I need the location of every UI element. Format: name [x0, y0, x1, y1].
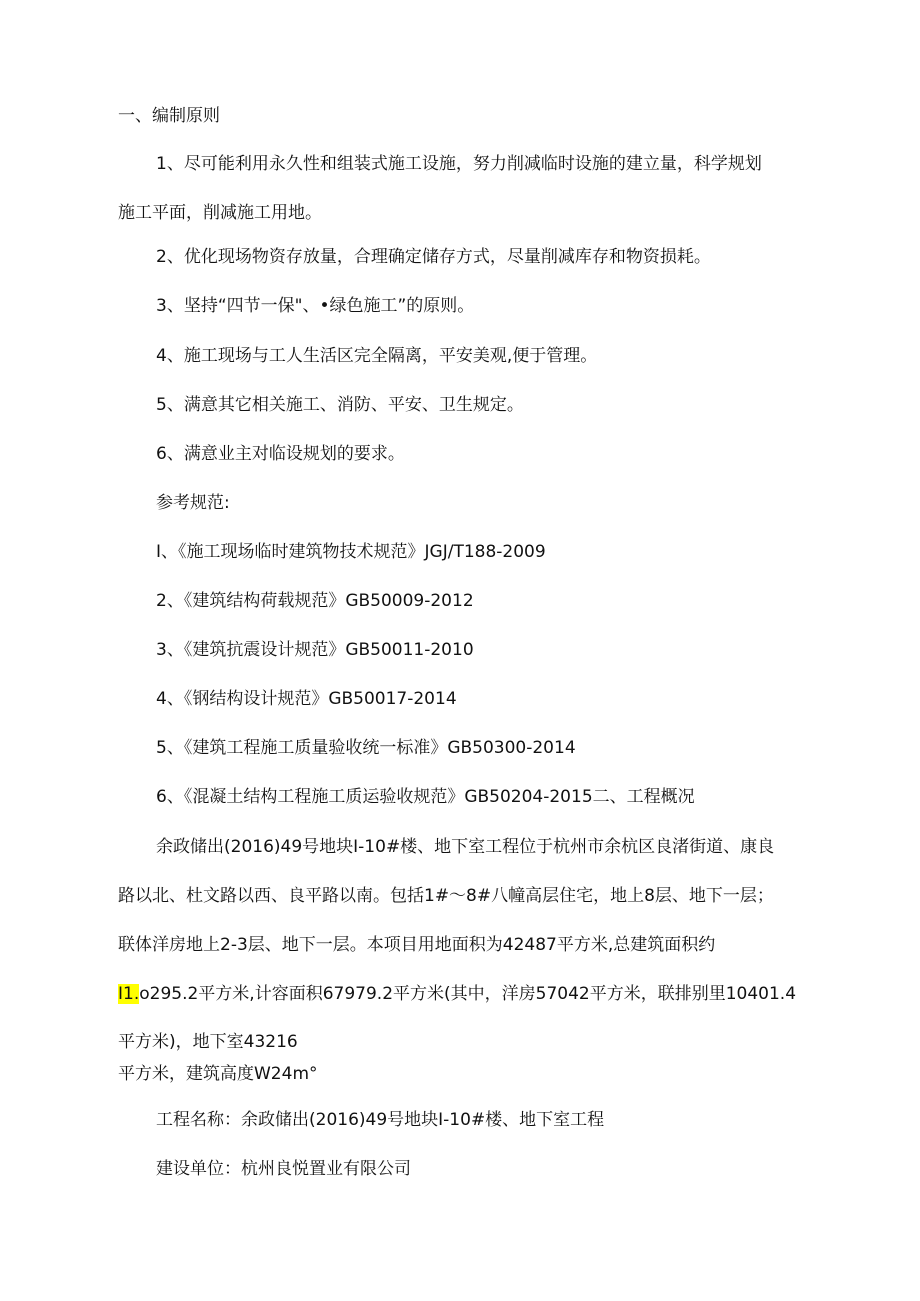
overview-line-6: 平方米，建筑高度W24m°	[118, 1064, 318, 1084]
reference-item-1: I、《施工现场临时建筑物技术规范》JGJ/T188-2009	[156, 542, 546, 562]
reference-item-3: 3、《建筑抗震设计规范》GB50011-2010	[156, 640, 474, 660]
references-title: 参考规范:	[156, 493, 230, 513]
project-name-label: 工程名称：	[156, 1110, 241, 1130]
principle-6: 6、满意业主对临设规划的要求。	[156, 444, 405, 464]
principle-5: 5、满意其它相关施工、消防、平安、卫生规定。	[156, 395, 524, 415]
overview-line-5: 平方米)，地下室43216	[118, 1032, 298, 1052]
construction-unit-value: 杭州良悦置业有限公司	[241, 1159, 411, 1179]
reference-item-2: 2、《建筑结构荷载规范》GB50009-2012	[156, 591, 474, 611]
reference-item-6: 6、《混凝土结构工程施工质运验收规范》GB50204-2015二、工程概况	[156, 787, 695, 807]
principle-2: 2、优化现场物资存放量，合理确定储存方式，尽量削减库存和物资损耗。	[156, 247, 711, 267]
project-name-row	[156, 1109, 604, 1131]
project-name-value: 余政储出(2016)49号地块I-10#楼、地下室工程	[241, 1110, 605, 1130]
overview-line-2: 路以北、杜文路以西、良平路以南。包括1#～8#八幢高层住宅，地上8层、地下一层；	[118, 886, 774, 906]
highlighted-text: I1.	[118, 984, 140, 1004]
principle-4: 4、施工现场与工人生活区完全隔离，平安美观,便于管理。	[156, 346, 598, 366]
principle-3: 3、坚持“四节一保"、•绿色施工”的原则。	[156, 296, 475, 316]
construction-unit-row	[156, 1158, 411, 1180]
reference-item-5: 5、《建筑工程施工质量验收统一标准》GB50300-2014	[156, 738, 576, 758]
overview-line-4	[118, 983, 796, 1005]
principle-1-line-1: 1、尽可能利用永久性和组装式施工设施，努力削减临时设施的建立量，科学规划	[156, 154, 762, 174]
section-heading: 一、编制原则	[118, 106, 220, 126]
overview-line-1: 余政储出(2016)49号地块I-10#楼、地下室工程位于杭州市余杭区良渚街道、康良	[156, 837, 775, 857]
principle-1-line-2: 施工平面，削减施工用地。	[118, 203, 322, 223]
reference-item-4: 4、《钢结构设计规范》GB50017-2014	[156, 689, 457, 709]
construction-unit-label: 建设单位：	[156, 1159, 241, 1179]
overview-line-4-rest: o295.2平方米,计容面积67979.2平方米(其中，洋房57042平方米，联排别里10401.4	[139, 984, 797, 1004]
overview-line-3: 联体洋房地上2-3层、地下一层。本项目用地面积为42487平方米,总建筑面积约	[118, 935, 716, 955]
